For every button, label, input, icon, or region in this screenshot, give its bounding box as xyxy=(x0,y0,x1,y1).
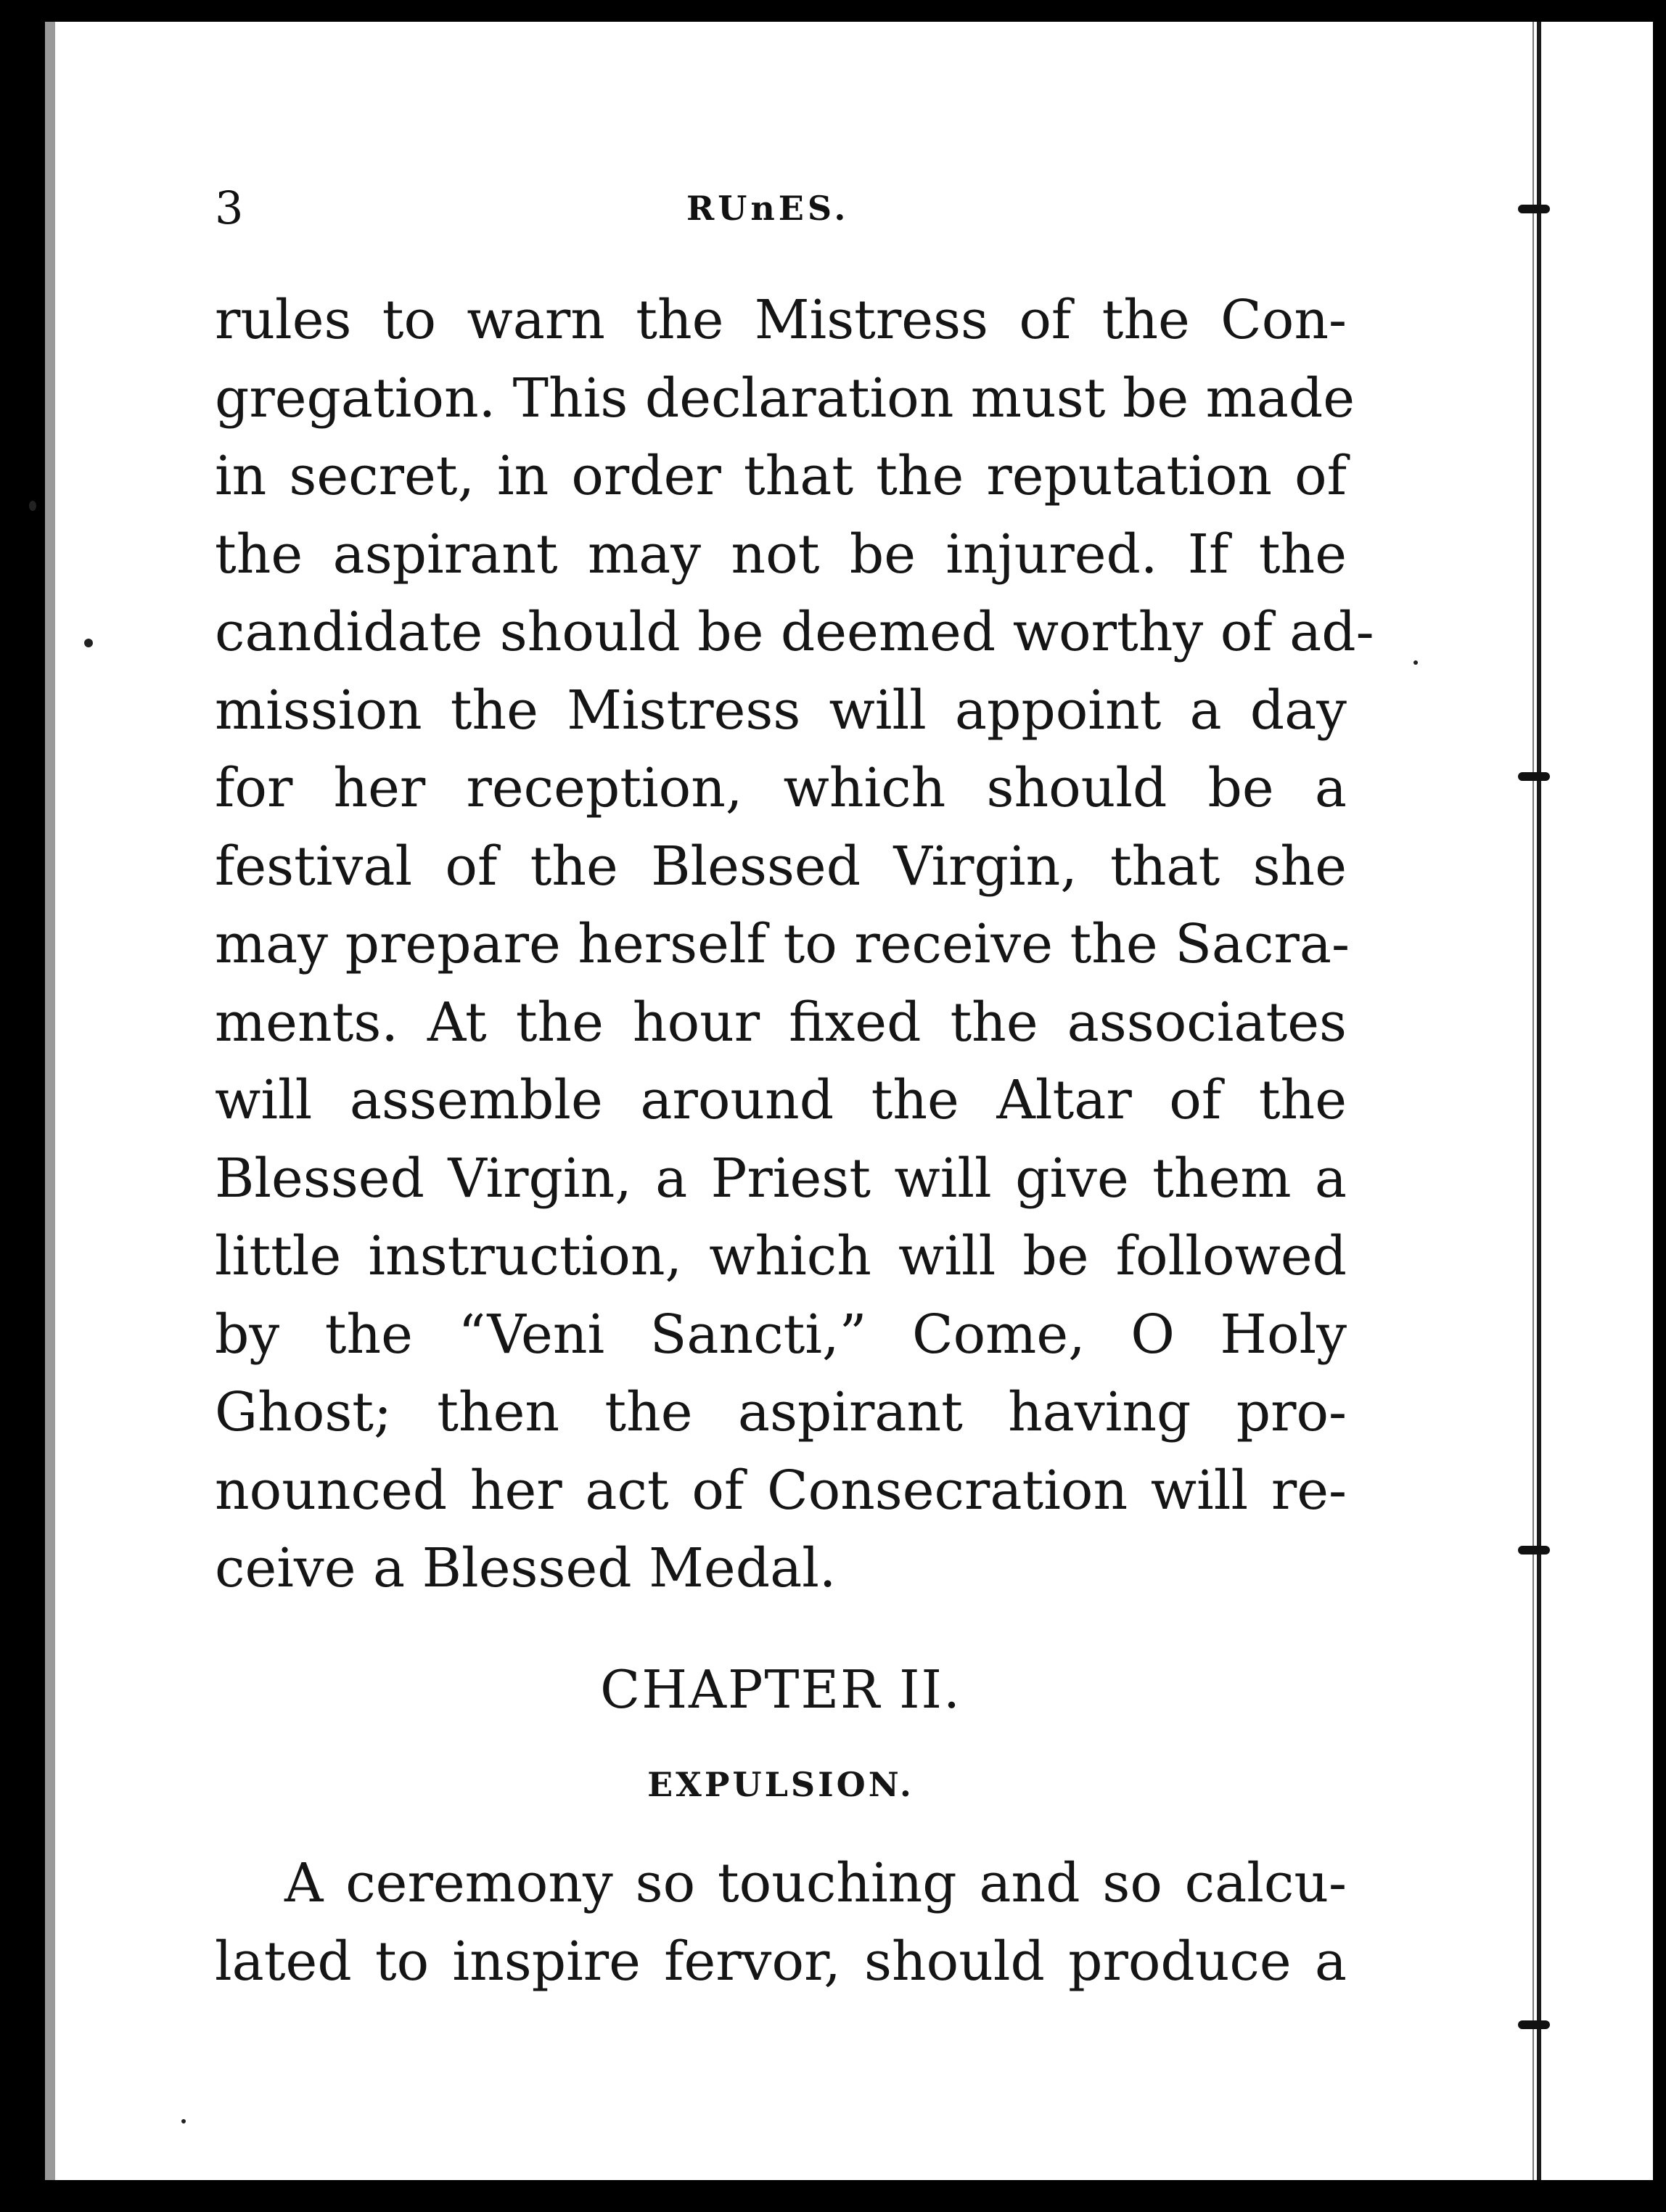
text-line: festival of the Blessed Virgin, that she xyxy=(215,835,1347,898)
binding-stitch xyxy=(1518,772,1550,781)
text-line: may prepare herself to receive the Sacra- xyxy=(215,913,1350,975)
running-title: RUnES. xyxy=(686,189,850,228)
page-number: 3 xyxy=(215,181,244,234)
text-line: in secret, in order that the reputation of xyxy=(215,445,1347,507)
text-line: candidate should be deemed worthy of ad- xyxy=(215,601,1374,663)
text-line: nounced her act of Consecration will re- xyxy=(215,1459,1347,1522)
binding-stitch xyxy=(1518,2020,1550,2029)
binding-stitch xyxy=(1518,1546,1550,1554)
scan-border-right xyxy=(1653,0,1666,2212)
text-line: for her reception, which should be a xyxy=(215,757,1347,819)
chapter-heading: CHAPTER II. xyxy=(600,1659,961,1720)
text-line: rules to warn the Mistress of the Con- xyxy=(215,289,1347,351)
text-line: ceive a Blessed Medal. xyxy=(215,1537,837,1599)
closing-paragraph xyxy=(215,1843,1347,1999)
text-line: the aspirant may not be injured. If the xyxy=(215,523,1347,586)
text-line: gregation. This declaration must be made xyxy=(215,366,1355,430)
page-edge xyxy=(45,22,55,2180)
text-line: ments. At the hour fixed the associates xyxy=(215,991,1347,1054)
text-line: little instruction, which will be followed xyxy=(215,1225,1347,1287)
binding-gutter-shadow xyxy=(1532,22,1534,2180)
text-line: by the “Veni Sancti,” Come, O Holy xyxy=(215,1303,1347,1366)
binding-stitch xyxy=(1518,205,1550,213)
text-line: Blessed Virgin, a Priest will give them a xyxy=(215,1147,1347,1210)
scan-border-left xyxy=(0,0,45,2212)
running-head xyxy=(215,181,1361,239)
scan-border-bottom xyxy=(0,2180,1666,2212)
text-line: lated to inspire fervor, should produce a xyxy=(215,1930,1347,1993)
text-line: mission the Mistress will appoint a day xyxy=(215,679,1347,742)
binding-gutter xyxy=(1537,22,1541,2180)
text-line: Ghost; then the aspirant having pro- xyxy=(215,1381,1347,1443)
scan-border-top xyxy=(0,0,1666,22)
section-heading: EXPULSION. xyxy=(647,1765,914,1804)
text-line: will assemble around the Altar of the xyxy=(215,1069,1347,1131)
body-paragraph xyxy=(215,282,1374,1608)
text-line: A ceremony so touching and so calcu- xyxy=(284,1852,1347,1914)
